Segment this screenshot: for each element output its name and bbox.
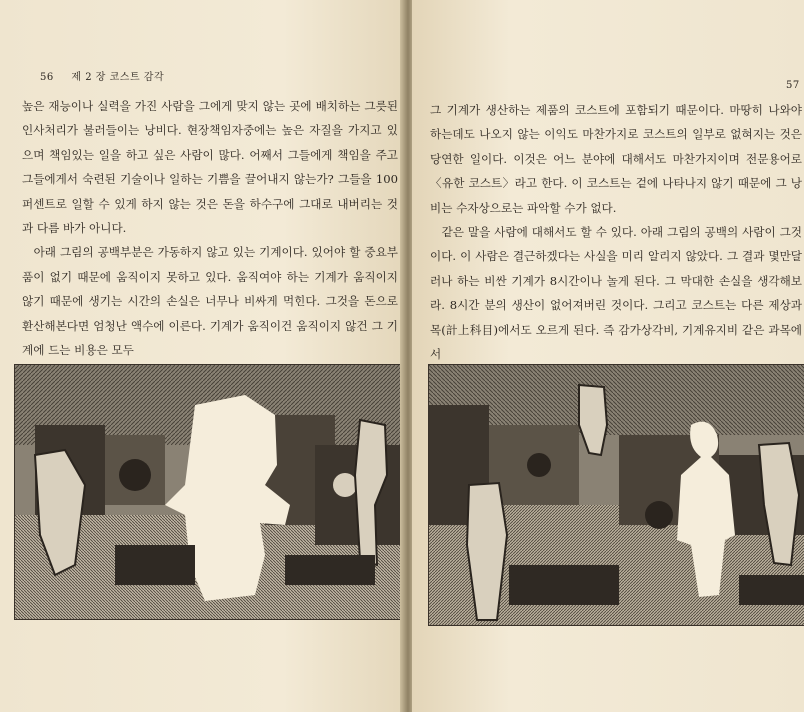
- left-page-number: 56: [40, 72, 54, 83]
- left-page-header: [40, 68, 164, 83]
- left-paragraph-1: 높은 재능이나 실력을 가진 사람을 그에게 맞지 않는 곳에 배치하는 그릇된 인사처리가 불러들이는 낭비다. 현장책임자중에는 높은 자질을 가지고 있으며 책임있는 일을 하고 싶은 사람이 많다. 어째서 그들에게 책임을 주고 그들에게서 숙련된 기술이나 일하는 기쁨을 끌어내지 않는가? 그들을 100퍼센트로 일할 수 있게 하지 않는 것은 돈을 하수구에 그대로 내버리는 것과 다름 바가 아니다.: [22, 99, 398, 236]
- right-page-number: 57: [786, 80, 800, 91]
- left-paragraph-2: 아래 그림의 공백부분은 가동하지 않고 있는 기계이다. 있어야 할 중요부품이 없기 때문에 움직이지 못하고 있다. 움직여야 하는 기계가 움직이지 않기 때문에 생기는 시간의 손실은 너무나 비싸게 먹힌다. 그것을 돈으로 환산해본다면 엄청난 액수에 이른다. 기계가 움직이건 움직이지 않건 그 기계에 드는 비용은 모두: [22, 245, 398, 358]
- right-page-body: [430, 98, 802, 366]
- right-paragraph-2: 같은 말을 사람에 대해서도 할 수 있다. 아래 그림의 공백의 사람이 그것이다. 이 사람은 결근하겠다는 사실을 미리 알리지 않았다. 그 결과 몇만달러나 하는 비싼 기계가 8시간이나 놀게 된다. 그 막대한 손실을 생각해보라. 8시간 분의 생산이 없어져버린 것이다. 그리고 코스트는 다른 제상과목(計上科目)에서도 오르게 된다. 즉 감가상각비, 기계유지비 같은 과목에서: [430, 225, 802, 362]
- left-figure: [14, 364, 402, 620]
- right-page: [412, 0, 804, 712]
- running-head: 제 2 장 코스트 감각: [71, 72, 165, 83]
- left-page-body: [22, 94, 398, 362]
- factory-workers-illustration: [429, 365, 804, 625]
- right-paragraph-1: 그 기계가 생산하는 제품의 코스트에 포함되기 때문이다. 마땅히 나와야 하는데도 나오지 않는 이익도 마찬가지로 코스트의 일부로 없혀지는 것은 당연한 일이다. 이것은 어느 분야에 대해서도 마찬가지이며 전문용어로 〈유한 코스트〉라고 한다. 이 코스트는 겉에 나타나지 않기 때문에 그 낭비는 수자상으로는 파악할 수가 없다.: [430, 103, 802, 215]
- factory-machines-illustration: [15, 365, 401, 619]
- right-figure: [428, 364, 804, 626]
